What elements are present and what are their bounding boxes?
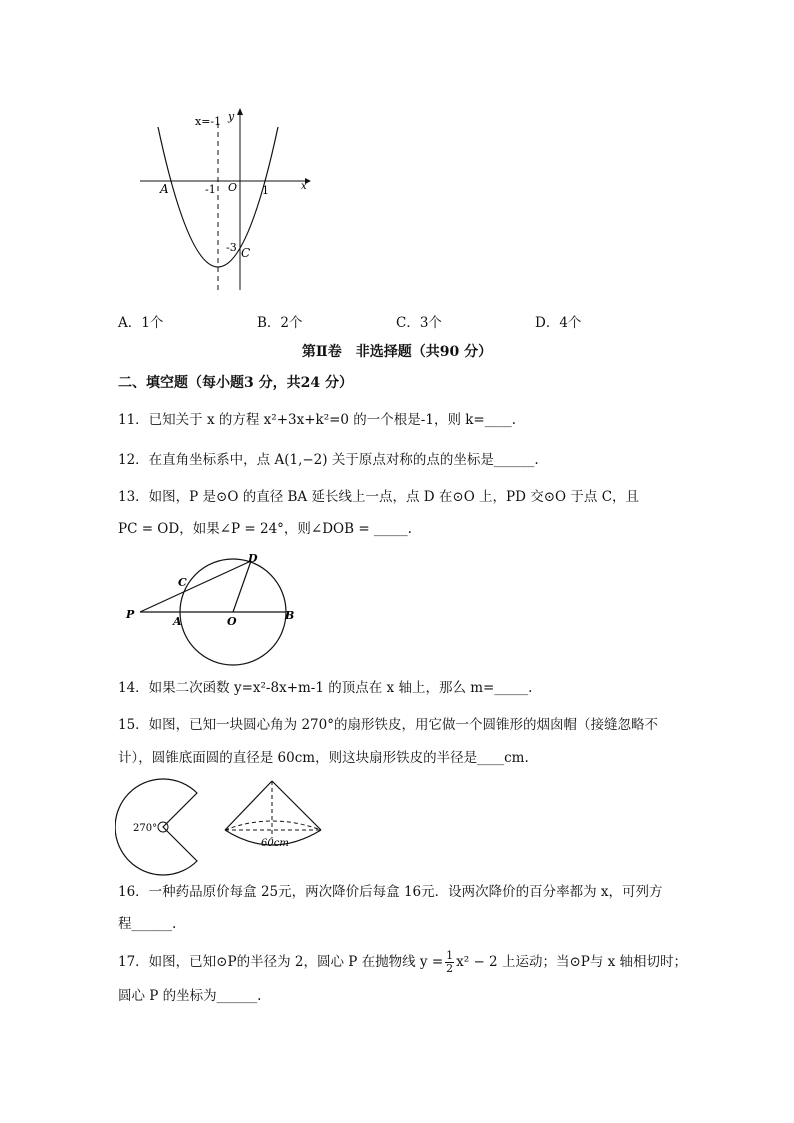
line-pd xyxy=(140,561,251,612)
sector-angle-label: 270° xyxy=(133,823,158,834)
question-13-line1: 13．如图，P 是⊙O 的直径 BA 延长线上一点，点 D 在⊙O 上，PD 交⊙O 于点 C，且 xyxy=(118,489,640,505)
neg1-tick-label: -1 xyxy=(205,183,216,196)
label-c: C xyxy=(178,576,187,589)
question-17-line2: 圆心 P 的坐标为______. xyxy=(118,988,262,1004)
label-o: O xyxy=(227,615,237,628)
question-14: 14．如果二次函数 y=x²-8x+m-1 的顶点在 x 轴上，那么 m=_____. xyxy=(118,680,533,696)
question-17-line1 xyxy=(118,950,687,975)
question-15-line1: 15．如图，已知一块圆心角为 270°的扇形铁皮，用它做一个圆锥形的烟囱帽（接缝忽略不 xyxy=(118,717,658,733)
label-p: P xyxy=(126,608,135,621)
option-d: D．4个 xyxy=(535,315,582,331)
cone-diameter-label: 60cm xyxy=(261,838,289,849)
neg3-label: -3 xyxy=(226,241,237,254)
question-17-text-b: x² − 2 上运动；当⊙P与 x 轴相切时； xyxy=(456,954,688,970)
label-a: A xyxy=(173,615,182,628)
sector-cone-figure xyxy=(115,778,335,878)
question-15-line2: 计），圆锥底面圆的直径是 60cm，则这块扇形铁皮的半径是____cm. xyxy=(118,750,529,766)
point-a-label: A xyxy=(160,182,169,196)
question-11: 11．已知关于 x 的方程 x²+3x+k²=0 的一个根是-1，则 k=____. xyxy=(118,412,517,428)
question-17-text-a: 17．如图，已知⊙P的半径为 2，圆心 P 在抛物线 y = xyxy=(118,954,444,970)
label-d: D xyxy=(248,552,258,565)
circle-figure xyxy=(120,550,310,668)
section-title: 二、填空题（每小题3 分，共24 分） xyxy=(118,375,353,391)
fraction xyxy=(445,950,454,975)
parabola-figure xyxy=(135,105,315,295)
symmetry-line-label: x=-1 xyxy=(195,115,222,128)
cone-base-back xyxy=(225,821,321,830)
option-c: C．3个 xyxy=(396,315,442,331)
cone-right-edge xyxy=(272,781,321,830)
option-b: B．2个 xyxy=(257,315,303,331)
part2-title: 第Ⅱ卷 非选择题（共90 分） xyxy=(301,344,493,360)
label-b: B xyxy=(285,609,295,622)
one-tick-label: 1 xyxy=(262,184,269,197)
question-16-line2: 程______. xyxy=(118,916,177,932)
origin-label: O xyxy=(228,181,238,194)
question-12: 12．在直角坐标系中，点 A(1,−2) 关于原点对称的点的坐标是______. xyxy=(118,452,539,468)
x-axis-label: x xyxy=(301,181,307,192)
point-c-label: C xyxy=(241,246,251,260)
fraction-denominator: 2 xyxy=(446,962,454,975)
option-a: A．1个 xyxy=(118,315,164,331)
fraction-numerator: 1 xyxy=(446,949,454,962)
y-axis-label: y xyxy=(228,110,235,123)
question-16-line1: 16．一种药品原价每盒 25元，两次降价后每盒 16元．设两次降价的百分率都为 x，可列方 xyxy=(118,884,663,900)
cone-left-edge xyxy=(225,781,272,830)
question-13-line2: PC = OD，如果∠P = 24°，则∠DOB = _____. xyxy=(118,521,412,537)
